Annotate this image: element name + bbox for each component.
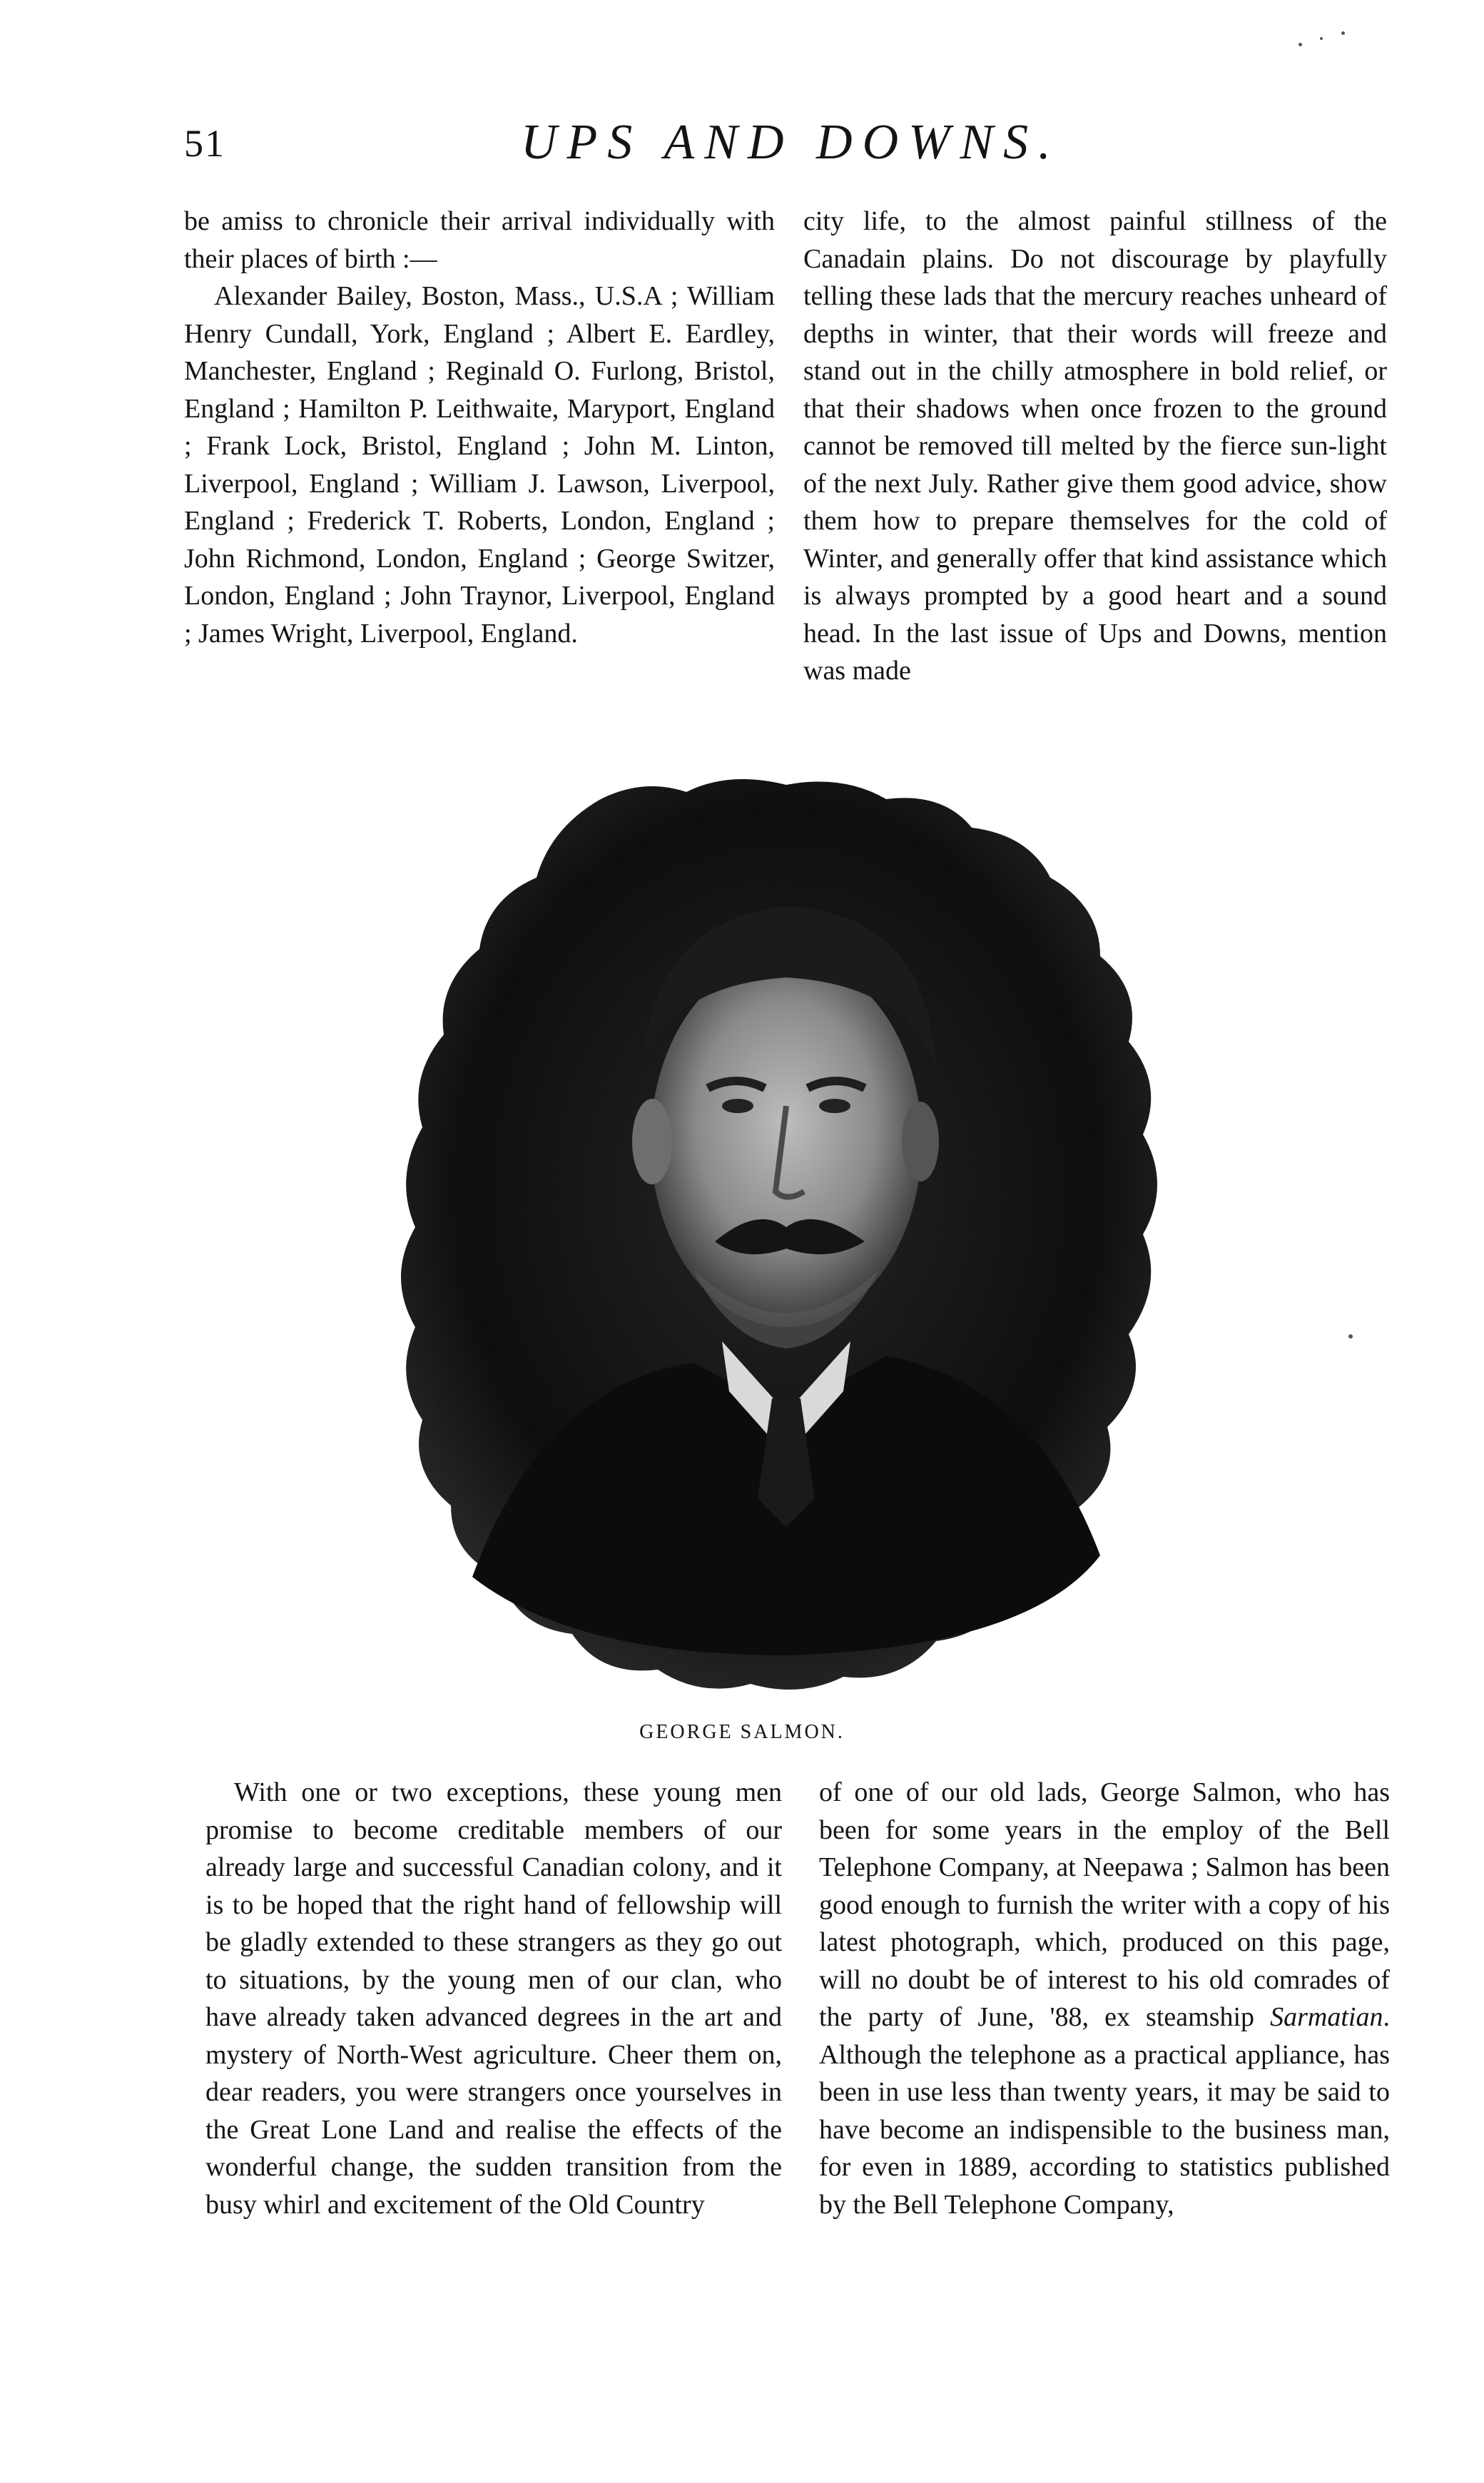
ear-right (902, 1102, 939, 1182)
eye-left (722, 1099, 753, 1113)
text-after-ship: . Although the telephone as a practical appliance, has been in use less than twenty years, it may be said to have become an indispensible to the business man, for even in 1889, according to statistics published by the Bell Telephone Company, (819, 2002, 1390, 2220)
print-speck (1298, 43, 1302, 46)
column-top-left (184, 203, 775, 652)
names-list-paragraph: Alexander Bailey, Boston, Mass., U.S.A ; William Henry Cundall, York, England ; Albert E. Eardley, Manchester, England ; Reginald O. Furlong, Bristol, England ; Hamilton P. Leithwaite, Maryport, England ; Frank Lock, Bristol, England ; John M. Linton, Liverpool, England ; William J. Lawson, Liverpool, England ; Frederick T. Roberts, London, England ; John Richmond, London, England ; George Switzer, London, England ; John Traynor, Liverpool, England ; James Wright, Liverpool, England. (184, 281, 775, 649)
text-before-ship: of one of our old lads, George Salmon, who has been for some years in the employ of the Bell Telephone Company, at Neepawa ; Salmon has been good enough to furnish the writer with a copy of his latest photograph, which, produced on this page, will no doubt be of interest to his old comrades of the party of June, '88, ex steamship (819, 1777, 1390, 2032)
face (651, 956, 922, 1327)
column-bottom-right (819, 1774, 1390, 2223)
ear-left (632, 1099, 672, 1184)
continuation-paragraph: city life, to the almost painful stillness of the Canadain plains. Do not discourage by playfully telling these lads that the mercury reaches unheard of depths in winter, that their words will freeze and stand out in the chilly atmosphere in bold relief, or that their shadows when once frozen to the ground cannot be removed till melted by the fierce sun-light of the next July. Rather give them good advice, show them how to prepare themselves for the cold of Winter, and generally offer that kind assistance which is always prompted by a good heart and a sound head. In the last issue of Ups and Downs, mention was made (803, 206, 1387, 686)
body-paragraph: With one or two exceptions, these young men promise to become creditable members of our already large and successful Canadian colony, and it is to be hoped that the right hand of fellowship will be gladly extended to these strangers as they go out to situations, by the young men of our clan, who have already taken advanced degrees in the art and mystery of North-West agriculture. Cheer them on, dear readers, you were strangers once yourselves in the Great Lone Land and realise the effects of the wonderful change, the sudden transition from the busy whirl and excitement of the Old Country (205, 1777, 782, 2220)
body-paragraph-continued (819, 1774, 1390, 2223)
column-top-right (803, 203, 1387, 690)
ship-name: Sarmatian (1270, 2002, 1383, 2032)
intro-paragraph: be amiss to chronicle their arrival individually with their places of birth :— (184, 206, 775, 274)
print-speck (1341, 31, 1345, 35)
column-bottom-left (205, 1774, 782, 2223)
photo-caption: GEORGE SALMON. (639, 1721, 845, 1743)
print-speck (1348, 1334, 1353, 1339)
portrait-photograph (387, 771, 1179, 1698)
eye-right (819, 1099, 850, 1113)
running-head: UPS AND DOWNS. (521, 115, 1061, 170)
print-speck (1320, 37, 1323, 40)
page-number: 51 (184, 122, 225, 165)
